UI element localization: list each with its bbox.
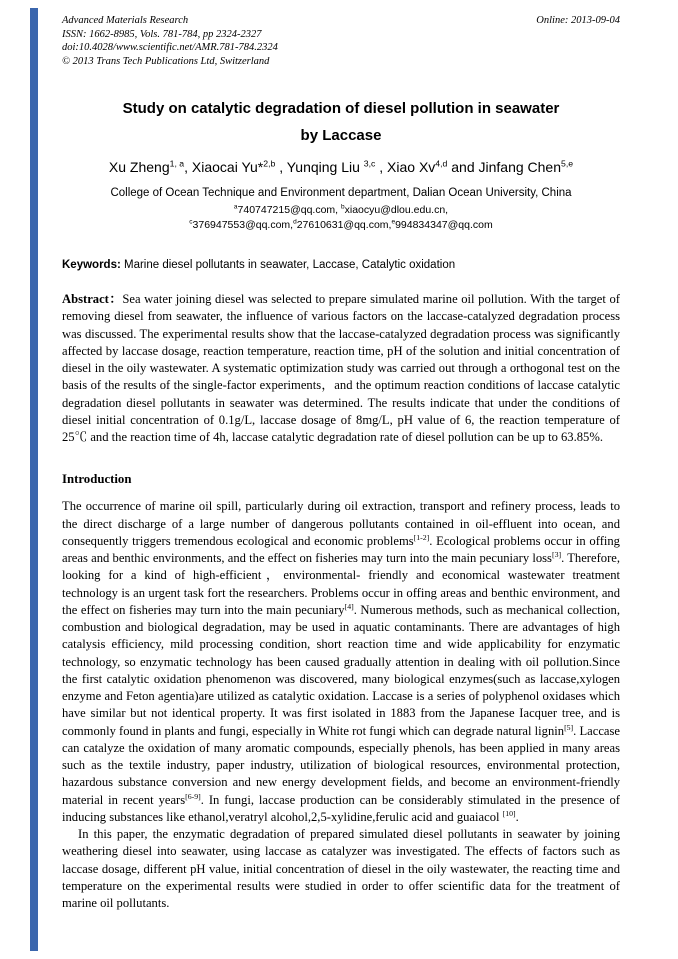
copyright-line: © 2013 Trans Tech Publications Ltd, Switzerland — [62, 55, 270, 67]
paper-title-line1: Study on catalytic degradation of diesel pollution in seawater — [122, 99, 560, 117]
journal-name: Advanced Materials Research — [62, 15, 189, 26]
doi-line: doi:10.4028/www.scientific.net/AMR.781-784.2324 — [62, 42, 278, 54]
keywords-line — [62, 259, 620, 271]
introduction-paragraph-1: The occurrence of marine oil spill, particularly during oil extraction, transport and refinery process, leads to the direct discharge of a large number of dangerous pollutants contained in oil-effluent into ocean, and consequently triggers tremendous ecological and economic problems[1-2]. Ecological problems occur in offing areas and benthic environments, and the effect on fisheries may turn into the main pecuniary loss[3]. Therefore, looking for a kind of high-efficient，environmental- friendly and economical wastewater treatment technology is an urgent task fort the researchers. Problems occur in offing areas and benthic environment, and the effect on fisheries may turn into the main pecuniary[4]. Numerous methods, such as mechanical collection, combustion and biological degradation, may be used in aquatic contaminants. There are advantages of high catalysis efficiency, mild processing condition, short reaction time and wide applicability for enzymatic technology, so enzymatic technology has been caused gradually attention in dealing with oil pollution.Since the first catalytic oxidation phenomenon was discovered, many biological enzymes(such as laccase,xylogen enzyme and Feton agentia)are utilized as catalytic oxidation. Laccase is a series of polyphenol oxidases which have similar but not identical property. It was first isolated in 1883 from the Japanese Iacquer tree, and is commonly found in plants and fungi, especially in White rot fungi which can degrade natural lignin[5]. Laccase can catalyze the oxidation of many aromatic compounds, especially phenols, has been applied in many areas such as the textile industry, paper industry, utilization of biological resources, environmental protection, hazardous substance conversion and new energy development fields, and become an environment-friendly material in recent years[6-9]. In fungi, laccase production can be considerably stimulated in the presence of inducing substances like ethanol,veratryl alcohol,2,5-xylidine,ferulic acid and guaiacol [10]. — [62, 499, 621, 824]
page-content — [62, 0, 620, 912]
abstract-paragraph — [62, 291, 620, 446]
abstract-text: Sea water joining diesel was selected to prepare simulated marine oil pollution. With the target of removing diesel from seawater, the influence of various factors on the laccase-catalyzed degradation process was discussed. The experimental results show that the laccase-catalyzed degradation process was significantly affected by laccase dosage, reaction temperature, reaction time, pH of the solution and initial concentration of diesel in the oily wastewater. A systematic optimization study was carried out through a orthogonal test on the basis of the results of the single-factor experiments，and the optimum reaction conditions of laccase catalytic degradation diesel pollutants in seawater was determined. The results indicate that under the conditions of diesel initial concentration of 0.1g/L, laccase dosage of 8mg/L, pH value of 6, the reaction temperature of 25℃ and the reaction time of 4h, laccase catalytic degradation rate of diesel pollution can be up to 63.85%. — [62, 292, 620, 444]
left-margin-bar — [30, 8, 38, 951]
online-date: Online: 2013-09-04 — [536, 15, 620, 26]
page-header — [62, 14, 620, 69]
introduction-paragraph-2: In this paper, the enzymatic degradation of prepared simulated diesel pollutants in seawater by joining weathering diesel into seawater, using laccase as catalyzer was investigated. The effects of factors such as laccase dosage, different pH value, initial concentration of diesel in the oily wastewater, the reacting time and temperature on the experimental results were studied in order to offer scientific data for the treatment of marine oil pollutants. — [62, 827, 620, 910]
paper-title — [62, 95, 620, 149]
emails-line-1: $^a$740747215@qq.com, $^b$xiaocyu@dlou.edu.cn, — [233, 203, 449, 216]
introduction-heading: Introduction — [62, 472, 132, 487]
header-left-block — [62, 14, 278, 69]
authors-line: Xu Zheng$^{1, a}$, Xiaocai Yu*$^{2,b}$ , Yunqing Liu $^{3,c}$ , Xiao Xv$^{4,d}$ and Jinfang Chen$^{5,e}$ — [108, 157, 574, 175]
emails-block — [62, 203, 620, 233]
paper-title-line2: by Laccase — [300, 126, 382, 144]
keywords-label: Keywords: — [62, 259, 121, 271]
affiliation-line: College of Ocean Technique and Environment department, Dalian Ocean University, China — [110, 186, 572, 199]
abstract-label: Abstract： — [62, 292, 123, 306]
emails-line-2: $^c$376947553@qq.com,$^d$27610631@qq.com,$^e$994834347@qq.com — [189, 218, 493, 231]
keywords-text: Marine diesel pollutants in seawater, Laccase, Catalytic oxidation — [120, 259, 456, 271]
issn-line: ISSN: 1662-8985, Vols. 781-784, pp 2324-2327 — [62, 28, 262, 40]
